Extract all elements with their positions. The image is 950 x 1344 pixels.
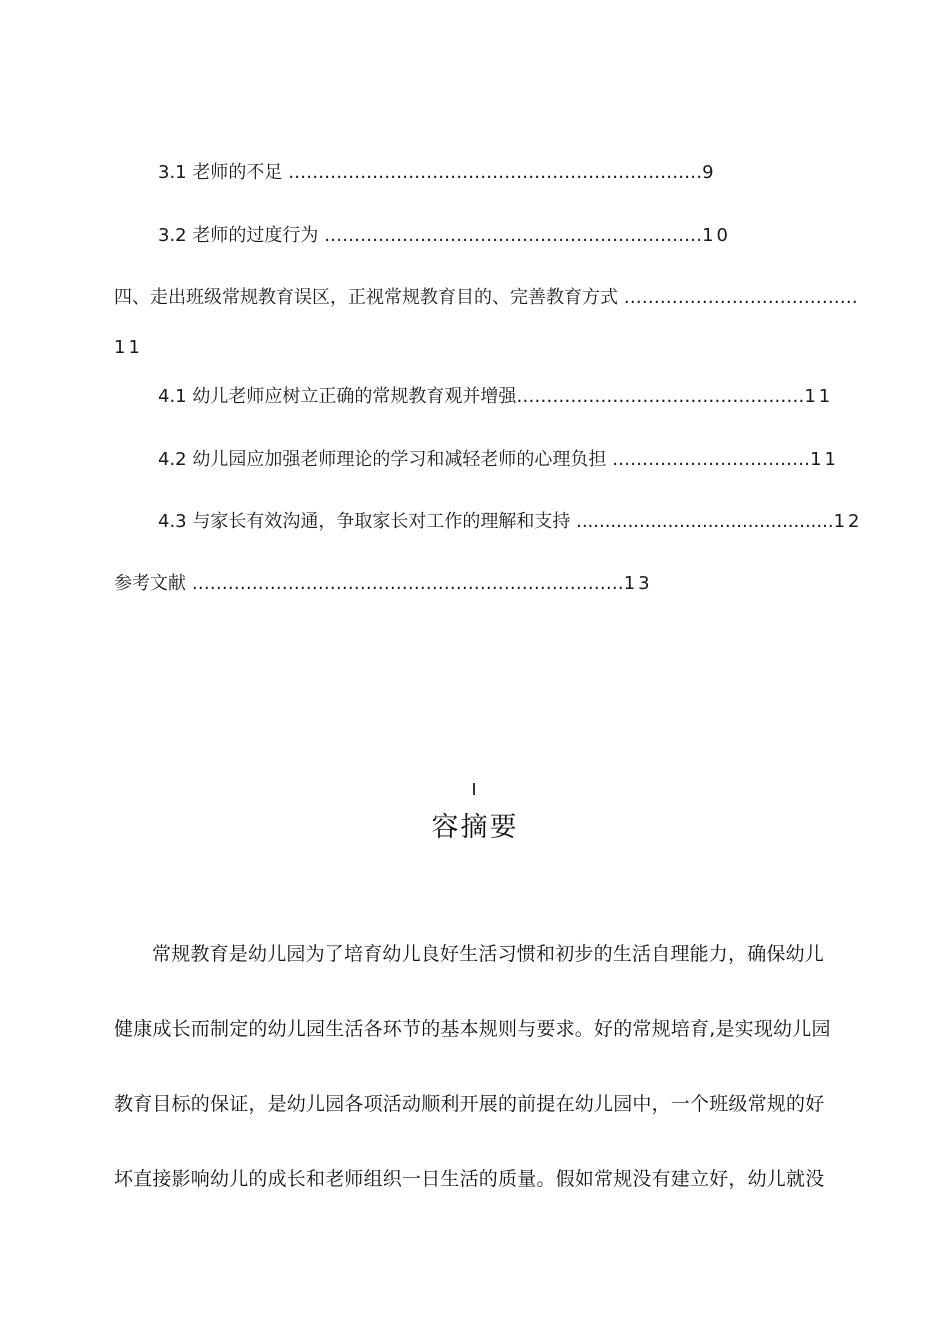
toc-entry-label: 参考文献	[114, 573, 186, 594]
toc-entry-label: 3.1 老师的不足	[158, 162, 283, 183]
toc-leader-dots: .............................................	[576, 511, 834, 532]
toc-leader-dots: ………………………………………………………	[324, 225, 703, 246]
toc-entry	[158, 161, 717, 185]
toc-page-number: 9	[702, 162, 717, 183]
abstract-paragraph-line: 教育目标的保证，是幼儿园各项活动顺利开展的前提在幼儿园中，一个班级常规的好	[114, 1093, 825, 1115]
toc-page-number: 11	[804, 386, 834, 407]
toc-entry-label: 4.1 幼儿老师应树立正确的常规教育观并增强	[158, 386, 517, 407]
toc-entry-label: 四、走出班级常规教育误区，正视常规教育目的、完善教育方式	[114, 287, 618, 308]
toc-page-number: 11	[114, 337, 143, 358]
toc-leader-dots: ……………………………………………………………	[288, 162, 703, 183]
toc-entry-label: 4.3 与家长有效沟通，争取家长对工作的理解和支持	[158, 511, 571, 532]
toc-entry	[158, 224, 731, 248]
page-number-marker	[473, 783, 475, 795]
toc-entry	[158, 448, 839, 472]
toc-page-number: 13	[623, 573, 653, 594]
toc-leader-dots: ……………………………	[612, 449, 811, 470]
toc-leader-dots: …………………………………………	[516, 386, 805, 407]
toc-entry	[114, 286, 858, 310]
toc-entry-label: 3.2 老师的过度行为	[158, 225, 319, 246]
toc-entry-label: 4.2 幼儿园应加强老师理论的学习和减轻老师的心理负担	[158, 449, 607, 470]
toc-page-number: 10	[702, 225, 731, 246]
toc-page-number: 12	[833, 511, 863, 532]
toc-leader-dots: …………………………………	[623, 287, 858, 308]
abstract-paragraph-line: 健康成长而制定的幼儿园生活各环节的基本规则与要求。好的常规培育,是实现幼儿园	[114, 1018, 831, 1040]
toc-leader-dots: ………………………………………………………………	[191, 573, 624, 594]
abstract-paragraph-line: 坏直接影响幼儿的成长和老师组织一日生活的质量。假如常规没有建立好，幼儿就没	[114, 1168, 825, 1190]
toc-entry-page-wrap	[114, 336, 143, 360]
abstract-title: 容摘要	[431, 812, 519, 843]
toc-entry	[158, 385, 833, 409]
toc-entry	[158, 510, 862, 534]
toc-page-number: 11	[810, 449, 839, 470]
abstract-paragraph-line: 常规教育是幼儿园为了培育幼儿良好生活习惯和初步的生活自理能力，确保幼儿	[152, 943, 825, 965]
toc-entry	[114, 572, 653, 596]
